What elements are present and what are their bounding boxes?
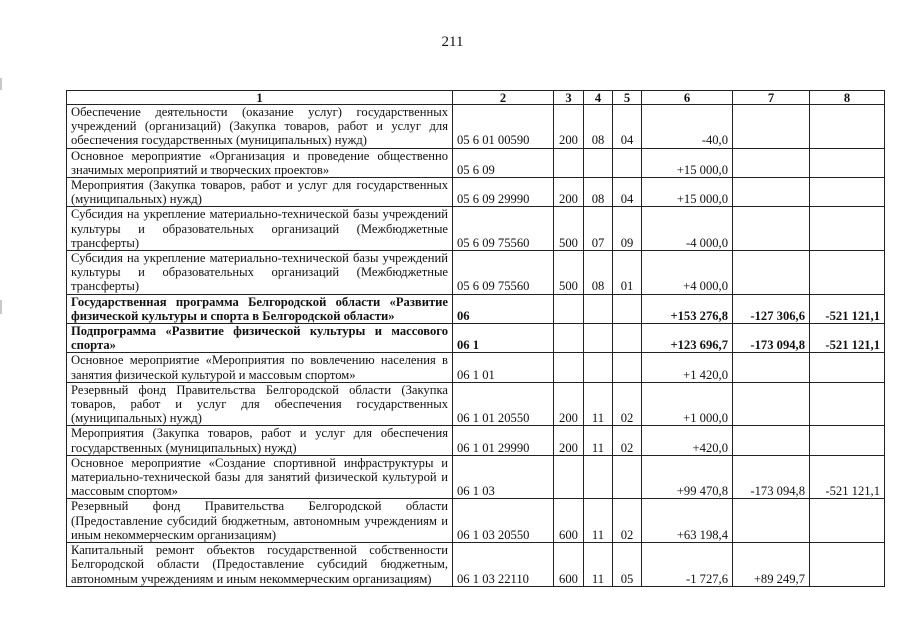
cell-section: 11 xyxy=(584,499,613,543)
column-header: 5 xyxy=(613,91,642,105)
cell-subsection xyxy=(613,455,642,499)
cell-amount-year3 xyxy=(810,178,885,207)
cell-description: Подпрограмма «Развитие физической культуры и массового спорта» xyxy=(67,324,453,353)
cell-amount-year1: +153 276,8 xyxy=(642,294,733,323)
column-header: 8 xyxy=(810,91,885,105)
table-row xyxy=(67,251,885,295)
table-row xyxy=(67,499,885,543)
cell-amount-year3: -521 121,1 xyxy=(810,455,885,499)
cell-description: Государственная программа Белгородской области «Развитие физической культуры и спорта в Белгородской области» xyxy=(67,294,453,323)
cell-description: Капитальный ремонт объектов государственной собственности Белгородской области (Предоставление субсидий бюджетным, автономным учреждениям и иным некоммерческим организациям) xyxy=(67,543,453,587)
cell-amount-year2 xyxy=(733,426,810,455)
cell-expense-type: 200 xyxy=(554,105,584,149)
table-row xyxy=(67,294,885,323)
table-row xyxy=(67,353,885,382)
cell-section: 08 xyxy=(584,178,613,207)
scan-edge-mark xyxy=(0,300,2,314)
table-row xyxy=(67,382,885,426)
cell-amount-year1: +15 000,0 xyxy=(642,148,733,177)
cell-section: 11 xyxy=(584,426,613,455)
cell-expense-type: 200 xyxy=(554,426,584,455)
cell-amount-year2 xyxy=(733,499,810,543)
cell-amount-year1: +1 420,0 xyxy=(642,353,733,382)
cell-amount-year1: +1 000,0 xyxy=(642,382,733,426)
cell-description: Мероприятия (Закупка товаров, работ и услуг для обеспечения государственных (муниципальных) нужд) xyxy=(67,426,453,455)
cell-amount-year2: -127 306,6 xyxy=(733,294,810,323)
cell-amount-year3 xyxy=(810,499,885,543)
cell-amount-year2 xyxy=(733,178,810,207)
cell-code: 05 6 09 75560 xyxy=(453,207,554,251)
column-header: 3 xyxy=(554,91,584,105)
cell-description: Основное мероприятие «Организация и проведение общественно значимых мероприятий и творческих проектов» xyxy=(67,148,453,177)
cell-amount-year3 xyxy=(810,382,885,426)
cell-section: 08 xyxy=(584,105,613,149)
cell-section: 08 xyxy=(584,251,613,295)
cell-amount-year3 xyxy=(810,148,885,177)
cell-code: 06 1 03 20550 xyxy=(453,499,554,543)
cell-section xyxy=(584,324,613,353)
cell-amount-year3 xyxy=(810,426,885,455)
cell-expense-type: 200 xyxy=(554,382,584,426)
cell-expense-type: 600 xyxy=(554,543,584,587)
cell-section xyxy=(584,294,613,323)
cell-subsection: 02 xyxy=(613,426,642,455)
cell-amount-year1: -40,0 xyxy=(642,105,733,149)
column-header: 1 xyxy=(67,91,453,105)
cell-subsection xyxy=(613,294,642,323)
table-row xyxy=(67,178,885,207)
cell-description: Субсидия на укрепление материально-технической базы учреждений культуры и образовательных организаций (Межбюджетные трансферты) xyxy=(67,207,453,251)
cell-amount-year3 xyxy=(810,251,885,295)
cell-subsection: 04 xyxy=(613,105,642,149)
cell-expense-type xyxy=(554,455,584,499)
cell-amount-year3 xyxy=(810,105,885,149)
cell-amount-year2 xyxy=(733,148,810,177)
cell-subsection: 09 xyxy=(613,207,642,251)
table-body xyxy=(67,105,885,587)
cell-expense-type xyxy=(554,294,584,323)
cell-description: Резервный фонд Правительства Белгородской области (Предоставление субсидий бюджетным, автономным учреждениям и иным некоммерческим организациям) xyxy=(67,499,453,543)
cell-code: 06 1 01 20550 xyxy=(453,382,554,426)
cell-amount-year1: +123 696,7 xyxy=(642,324,733,353)
cell-amount-year1: -1 727,6 xyxy=(642,543,733,587)
cell-amount-year1: +99 470,8 xyxy=(642,455,733,499)
cell-code: 06 1 03 22110 xyxy=(453,543,554,587)
page-number: 211 xyxy=(441,34,464,50)
table-row xyxy=(67,426,885,455)
cell-subsection xyxy=(613,353,642,382)
cell-subsection: 05 xyxy=(613,543,642,587)
cell-code: 05 6 01 00590 xyxy=(453,105,554,149)
table-row xyxy=(67,207,885,251)
cell-amount-year3 xyxy=(810,207,885,251)
cell-amount-year3 xyxy=(810,543,885,587)
scan-edge-mark xyxy=(0,78,2,90)
cell-amount-year2: -173 094,8 xyxy=(733,324,810,353)
column-header: 7 xyxy=(733,91,810,105)
cell-expense-type xyxy=(554,324,584,353)
column-header: 6 xyxy=(642,91,733,105)
column-header: 2 xyxy=(453,91,554,105)
cell-subsection: 02 xyxy=(613,499,642,543)
cell-subsection xyxy=(613,148,642,177)
cell-section: 11 xyxy=(584,543,613,587)
cell-amount-year3 xyxy=(810,353,885,382)
cell-section xyxy=(584,148,613,177)
cell-section xyxy=(584,455,613,499)
cell-amount-year1: +4 000,0 xyxy=(642,251,733,295)
cell-amount-year1: -4 000,0 xyxy=(642,207,733,251)
cell-code: 06 1 01 29990 xyxy=(453,426,554,455)
cell-code: 06 1 xyxy=(453,324,554,353)
cell-code: 05 6 09 75560 xyxy=(453,251,554,295)
cell-subsection: 04 xyxy=(613,178,642,207)
cell-section xyxy=(584,353,613,382)
cell-amount-year3: -521 121,1 xyxy=(810,324,885,353)
budget-table xyxy=(66,90,885,587)
cell-expense-type xyxy=(554,353,584,382)
cell-section: 07 xyxy=(584,207,613,251)
cell-amount-year2 xyxy=(733,353,810,382)
cell-description: Резервный фонд Правительства Белгородской области (Закупка товаров, работ и услуг для обеспечения государственных (муниципальных) нужд) xyxy=(67,382,453,426)
cell-expense-type xyxy=(554,148,584,177)
cell-amount-year2 xyxy=(733,105,810,149)
cell-amount-year1: +63 198,4 xyxy=(642,499,733,543)
header-row xyxy=(67,91,885,105)
cell-subsection: 01 xyxy=(613,251,642,295)
cell-description: Мероприятия (Закупка товаров, работ и услуг для государственных (муниципальных) нужд) xyxy=(67,178,453,207)
column-header: 4 xyxy=(584,91,613,105)
cell-code: 06 1 03 xyxy=(453,455,554,499)
cell-description: Субсидия на укрепление материально-технической базы учреждений культуры и образовательных организаций (Межбюджетные трансферты) xyxy=(67,251,453,295)
table-row xyxy=(67,543,885,587)
cell-code: 06 1 01 xyxy=(453,353,554,382)
cell-amount-year1: +420,0 xyxy=(642,426,733,455)
cell-description: Обеспечение деятельности (оказание услуг) государственных учреждений (организаций) (Закупка товаров, работ и услуг для обеспечения государственных (муниципальных) нужд) xyxy=(67,105,453,149)
cell-amount-year2: -173 094,8 xyxy=(733,455,810,499)
table-row xyxy=(67,148,885,177)
cell-description: Основное мероприятие «Мероприятия по вовлечению населения в занятия физической культурой и массовым спортом» xyxy=(67,353,453,382)
cell-subsection xyxy=(613,324,642,353)
cell-amount-year2 xyxy=(733,207,810,251)
cell-code: 06 xyxy=(453,294,554,323)
cell-amount-year2 xyxy=(733,382,810,426)
cell-subsection: 02 xyxy=(613,382,642,426)
cell-expense-type: 500 xyxy=(554,207,584,251)
cell-expense-type: 500 xyxy=(554,251,584,295)
cell-code: 05 6 09 xyxy=(453,148,554,177)
cell-amount-year2: +89 249,7 xyxy=(733,543,810,587)
cell-expense-type: 600 xyxy=(554,499,584,543)
table-row xyxy=(67,324,885,353)
table-row xyxy=(67,105,885,149)
cell-expense-type: 200 xyxy=(554,178,584,207)
table-row xyxy=(67,455,885,499)
cell-amount-year3: -521 121,1 xyxy=(810,294,885,323)
cell-amount-year2 xyxy=(733,251,810,295)
cell-amount-year1: +15 000,0 xyxy=(642,178,733,207)
cell-code: 05 6 09 29990 xyxy=(453,178,554,207)
cell-section: 11 xyxy=(584,382,613,426)
cell-description: Основное мероприятие «Создание спортивной инфраструктуры и материально-технической базы для занятий физической культурой и массовым спортом» xyxy=(67,455,453,499)
